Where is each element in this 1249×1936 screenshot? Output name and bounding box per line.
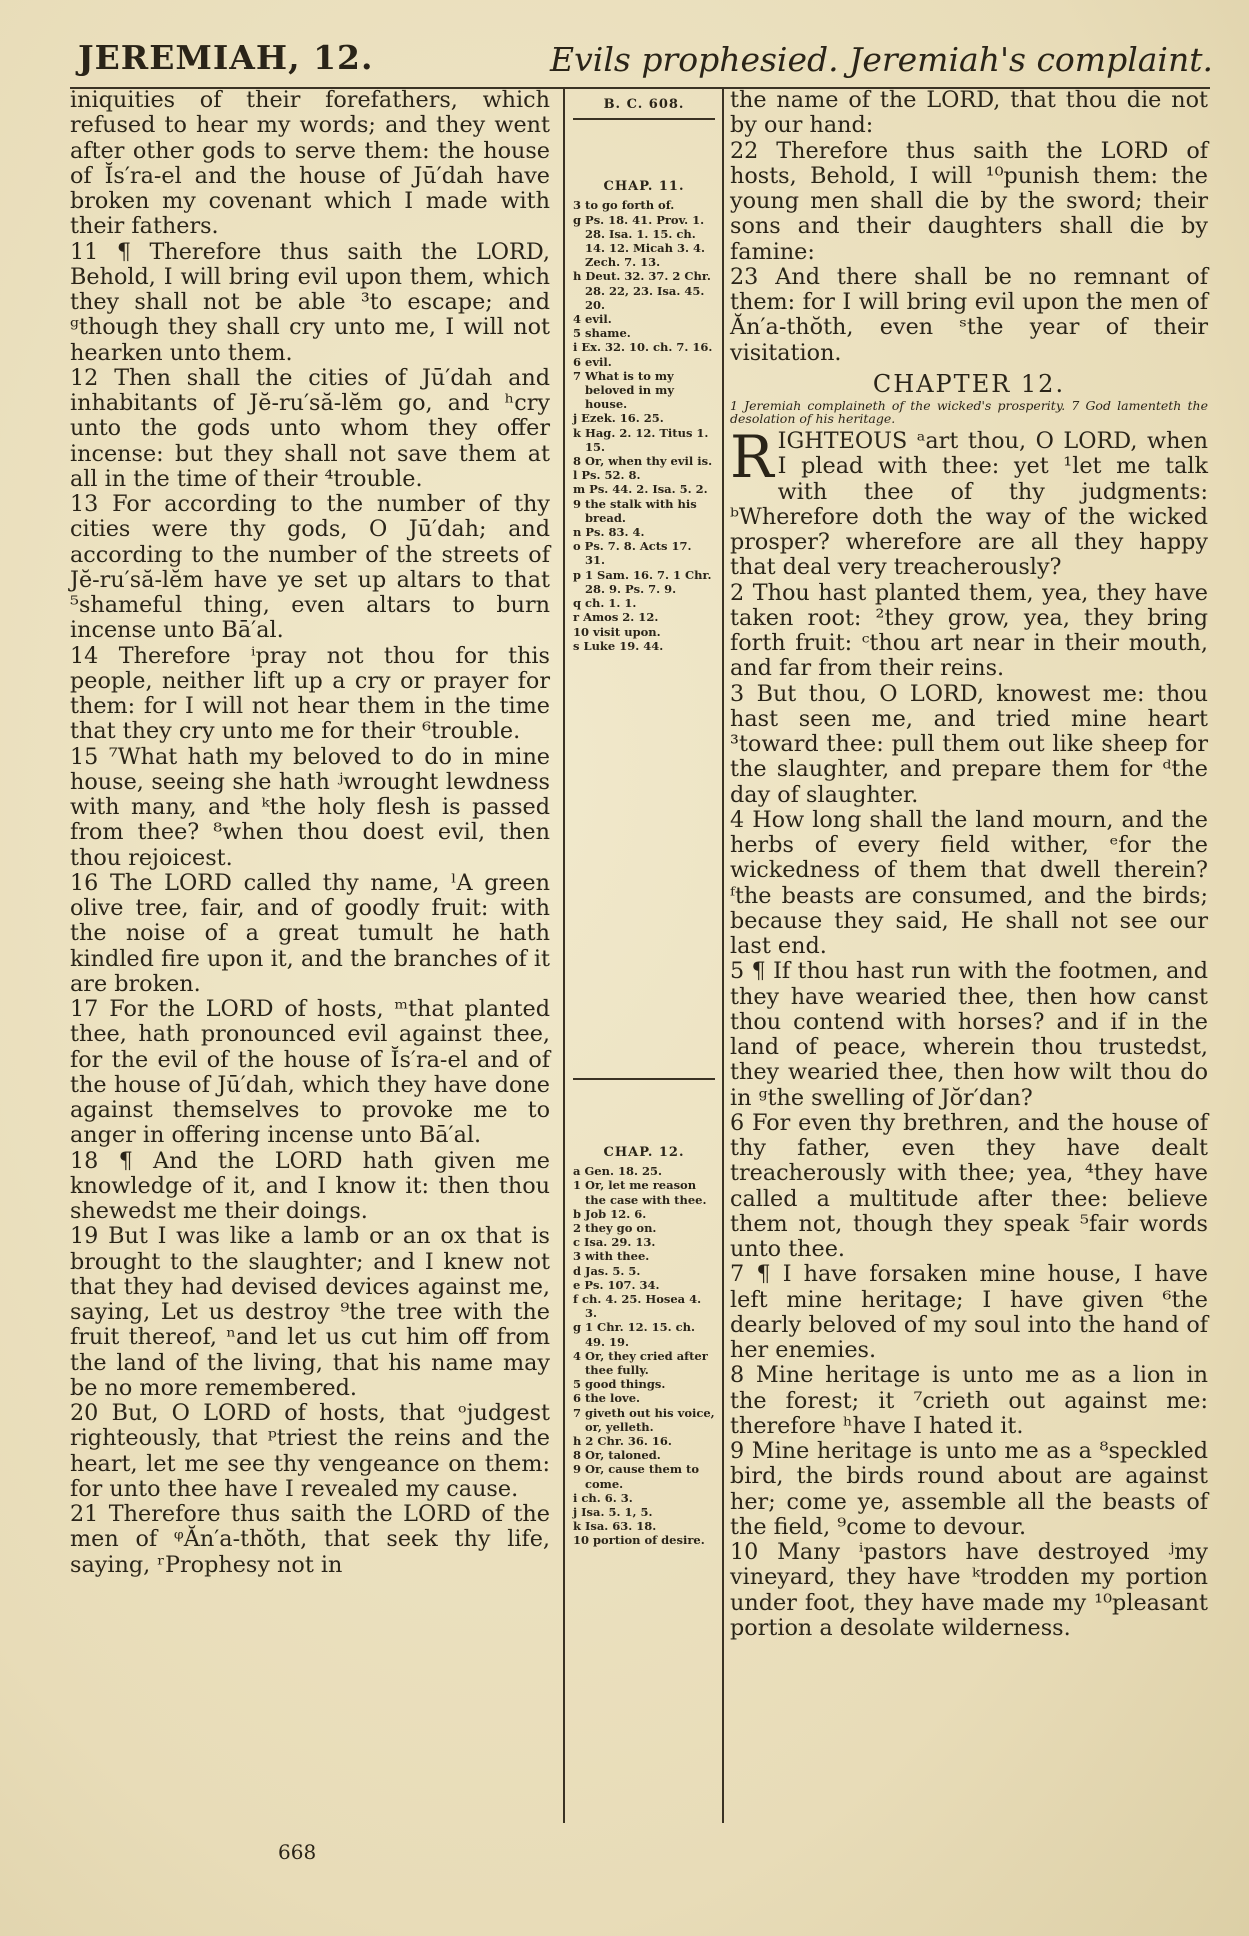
verse-paragraph: 19 But I was like a lamb or an ox that is brought to the slaughter; and I knew not that they had devised devices against me, saying, Let us destroy ⁹the tree with the fruit thereof, ⁿand let us cut him off from the land of the living, that his name may be no more remembered. bbox=[70, 1223, 550, 1401]
margin-note: 3 to go forth of. bbox=[573, 198, 675, 213]
margin-note: 4 evil. bbox=[573, 312, 612, 327]
margin-note: 2 they go on. bbox=[573, 1221, 657, 1236]
margin-notes-chapter-11 bbox=[573, 98, 715, 653]
margin-note: o Ps. 7. 8. Acts 17. 31. bbox=[573, 539, 692, 568]
margin-note: q ch. 1. 1. bbox=[573, 596, 637, 611]
margin-note: i ch. 6. 3. bbox=[573, 1490, 633, 1505]
margin-note: a Gen. 18. 25. bbox=[573, 1164, 662, 1179]
margin-note: r Amos 2. 12. bbox=[573, 610, 659, 625]
chapter-11-heading: CHAP. 11. bbox=[603, 179, 685, 195]
margin-note: k Hag. 2. 12. Titus 1. 15. bbox=[573, 425, 709, 454]
verse-paragraph: 6 For even thy brethren, and the house of thy father, even they have dealt treacherously with thee; yea, ⁴they have called a multitude after thee: believe them not, though they speak ⁵fair words unto thee. bbox=[730, 1109, 1208, 1262]
margin-rule bbox=[573, 118, 715, 120]
margin-note: h Deut. 32. 37. 2 Chr. 28. 22, 23. Isa. 45. 20. bbox=[573, 269, 711, 312]
margin-note: s Luke 19. 44. bbox=[573, 638, 664, 653]
margin-note: 4 Or, they cried after thee fully. bbox=[573, 1348, 708, 1378]
margin-note: 8 Or, when thy evil is. bbox=[573, 454, 713, 469]
margin-note: n Ps. 83. 4. bbox=[573, 525, 645, 540]
margin-note: d Jas. 5. 5. bbox=[573, 1263, 641, 1278]
margin-note: 9 Or, cause them to come. bbox=[573, 1462, 700, 1491]
margin-note: j Ezek. 16. 25. bbox=[573, 411, 664, 426]
margin-note: k Isa. 63. 18. bbox=[573, 1519, 657, 1534]
margin-note: 3 with thee. bbox=[573, 1249, 650, 1264]
margin-note: f ch. 4. 25. Hosea 4. 3. bbox=[573, 1292, 702, 1321]
column-divider-right bbox=[722, 88, 724, 1823]
margin-note: g Ps. 18. 41. Prov. 1. 28. Isa. 1. 15. ch. 14. 12. Micah 3. 4. Zech. 7. 13. bbox=[573, 212, 705, 270]
verse-paragraph: 17 For the LORD of hosts, ᵐthat planted thee, hath pronounced evil against thee, for the evil of the house of Ĭs′ra-el and of the house of Jū′dah, which they have done against themselves to provoke me to anger in offering incense unto Bā′al. bbox=[70, 996, 550, 1149]
margin-note: h 2 Chr. 36. 16. bbox=[573, 1434, 672, 1449]
chapter-summary: 1 Jeremiah complaineth of the wicked's prosperity. 7 God lamenteth the desolation of his heritage. bbox=[730, 398, 1208, 426]
verse-paragraph: 7 ¶ I have forsaken mine house, I have left mine heritage; I have given ⁶the dearly beloved of my soul into the hand of her enemies. bbox=[730, 1261, 1208, 1363]
margin-note: 7 What is to my beloved in my house. bbox=[573, 368, 675, 412]
verse-paragraph: 22 Therefore thus saith the LORD of hosts, Behold, I will ¹⁰punish them: the young men shall die by the sword; their sons and their daughters shall die by famine: bbox=[730, 137, 1208, 265]
verse-paragraph: iniquities of their forefathers, which refused to hear my words; and they went after other gods to serve them: the house of Ĭs′ra-el and the house of Jū′dah have broken my covenant which I made with their fathers. bbox=[70, 87, 550, 240]
margin-note: 1 Or, let me reason the case with thee. bbox=[573, 1178, 707, 1207]
verse-paragraph: 10 Many ⁱpastors have destroyed ʲmy vineyard, they have ᵏtrodden my portion under foot, they have made my ¹⁰pleasant portion a desolate wilderness. bbox=[730, 1539, 1208, 1641]
verse-paragraph: 20 But, O LORD of hosts, that ᵒjudgest righteously, that ᵖtriest the reins and the heart, let me see thy vengeance on them: for unto thee have I revealed my cause. bbox=[70, 1400, 550, 1502]
verse-paragraph: 14 Therefore ⁱpray not thou for this people, neither lift up a cry or prayer for them: for I will not hear them in the time that they cry unto me for their ⁶trouble. bbox=[70, 642, 550, 745]
margin-note: 7 giveth out his voice, or, yelleth. bbox=[573, 1405, 715, 1434]
margin-notes-chapter-12 bbox=[573, 1140, 715, 1548]
margin-note: e Ps. 107. 34. bbox=[573, 1277, 660, 1292]
margin-note: p 1 Sam. 16. 7. 1 Chr. 28. 9. Ps. 7. 9. bbox=[573, 567, 712, 596]
verse-paragraph: 12 Then shall the cities of Jū′dah and inhabitants of Jĕ-ru′să-lĕm go, and ʰcry unto the gods unto whom they offer incense: but they shall not save them at all in the time of their ⁴trouble. bbox=[70, 364, 550, 492]
first-verse-text: IGHTEOUS ᵃart thou, O LORD, when I plead with thee: yet ¹let me talk with thee of thy judgments: ᵇWherefore doth the way of the wicked prosper? wherefore are all they happy that deal very treacherously? bbox=[730, 428, 1208, 581]
verse-paragraph: 3 But thou, O LORD, knowest me: thou hast seen me, and tried mine heart ³toward thee: pull them out like sheep for the slaughter, and prepare them for ᵈthe day of slaughter. bbox=[730, 680, 1208, 808]
margin-note: 10 portion of desire. bbox=[573, 1533, 705, 1548]
left-text-column bbox=[70, 88, 550, 1578]
verse-paragraph: 21 Therefore thus saith the LORD of the men of ᵠĂn′a-thŏth, that seek thy life, saying, ʳProphesy not in bbox=[70, 1501, 550, 1578]
verse-paragraph: 8 Mine heritage is unto me as a lion in the forest; it ⁷crieth out against me: therefore ʰhave I hated it. bbox=[730, 1362, 1208, 1439]
verse-paragraph: 16 The LORD called thy name, ˡA green olive tree, fair, and of goodly fruit: with the noise of a great tumult he hath kindled fire upon it, and the branches of it are broken. bbox=[70, 869, 550, 997]
chapter-title: CHAPTER 12. bbox=[872, 369, 1066, 398]
column-divider-left bbox=[563, 88, 565, 1823]
page-header bbox=[78, 30, 1213, 90]
margin-note: l Ps. 52. 8. bbox=[573, 468, 641, 483]
margin-note: i Ex. 32. 10. ch. 7. 16. bbox=[573, 340, 713, 355]
margin-note: j Isa. 5. 1, 5. bbox=[573, 1505, 653, 1520]
verse-paragraph: 5 ¶ If thou hast run with the footmen, and they have wearied thee, then how canst thou contend with horses? and if in the land of peace, wherein thou trustedst, they wearied thee, then how wilt thou do in ᵍthe swelling of Jŏr′dan? bbox=[730, 958, 1208, 1111]
margin-note: 10 visit upon. bbox=[573, 624, 661, 639]
margin-note: g 1 Chr. 12. 15. ch. 49. 19. bbox=[573, 1320, 695, 1349]
running-title: Evils prophesied. Jeremiah's complaint. bbox=[550, 40, 1213, 79]
margin-section-rule bbox=[573, 1078, 715, 1080]
verse-paragraph: 4 How long shall the land mourn, and the herbs of every field wither, ᵉfor the wickedness of them that dwell therein? ᶠthe beasts are consumed, and the birds; because they said, He shall not see our last end. bbox=[730, 806, 1208, 959]
verse-paragraph: 2 Thou hast planted them, yea, they have taken root: ²they grow, yea, they bring forth fruit: ᶜthou art near in their mouth, and far from their reins. bbox=[730, 579, 1208, 682]
margin-note: 8 Or, taloned. bbox=[573, 1448, 661, 1463]
margin-note: 9 the stalk with his bread. bbox=[573, 496, 697, 525]
verse-paragraph: 11 ¶ Therefore thus saith the LORD, Behold, I will bring evil upon them, which they shall not be able ³to escape; and ᵍthough they shall cry unto me, I will not hearken unto them. bbox=[70, 238, 550, 366]
margin-note: m Ps. 44. 2. Isa. 5. 2. bbox=[573, 482, 708, 497]
margin-note: 5 good things. bbox=[573, 1377, 666, 1392]
verse-paragraph: 15 ⁷What hath my beloved to do in mine house, seeing she hath ʲwrought lewdness with many, and ᵏthe holy flesh is passed from thee? ⁸when thou doest evil, then thou rejoicest. bbox=[70, 743, 550, 871]
page-number: 668 bbox=[278, 1840, 317, 1864]
era-label: B. C. 608. bbox=[603, 97, 685, 112]
verse-paragraph: 18 ¶ And the LORD hath given me knowledge of it, and I know it: then thou shewedst me their doings. bbox=[70, 1147, 550, 1224]
margin-note: b Job 12. 6. bbox=[573, 1206, 647, 1221]
first-verse bbox=[730, 423, 1208, 581]
book-heading: JEREMIAH, 12. bbox=[78, 38, 374, 77]
verse-paragraph: 9 Mine heritage is unto me as a ⁸speckled bird, the birds round about are against her; come ye, assemble all the beasts of the field, ⁹come to devour. bbox=[730, 1438, 1208, 1540]
verse-paragraph: 13 For according to the number of thy cities were thy gods, O Jū′dah; and according to the number of the streets of Jĕ-ru′să-lĕm have ye set up altars to that ⁵shameful thing, even altars to burn incense unto Bā′al. bbox=[70, 491, 550, 644]
drop-cap: R bbox=[730, 423, 774, 491]
margin-note: 6 evil. bbox=[573, 354, 612, 369]
right-text-column bbox=[730, 88, 1208, 1641]
verse-paragraph: the name of the LORD, that thou die not by our hand: bbox=[730, 87, 1208, 139]
margin-note: c Isa. 29. 13. bbox=[573, 1235, 656, 1250]
verse-paragraph: 23 And there shall be no remnant of them: for I will bring evil upon the men of Ăn′a-thŏth, even ˢthe year of their visitation. bbox=[730, 263, 1208, 366]
chapter-12-heading: CHAP. 12. bbox=[603, 1145, 685, 1160]
margin-note: 6 the love. bbox=[573, 1391, 641, 1406]
margin-note: 5 shame. bbox=[573, 326, 631, 341]
